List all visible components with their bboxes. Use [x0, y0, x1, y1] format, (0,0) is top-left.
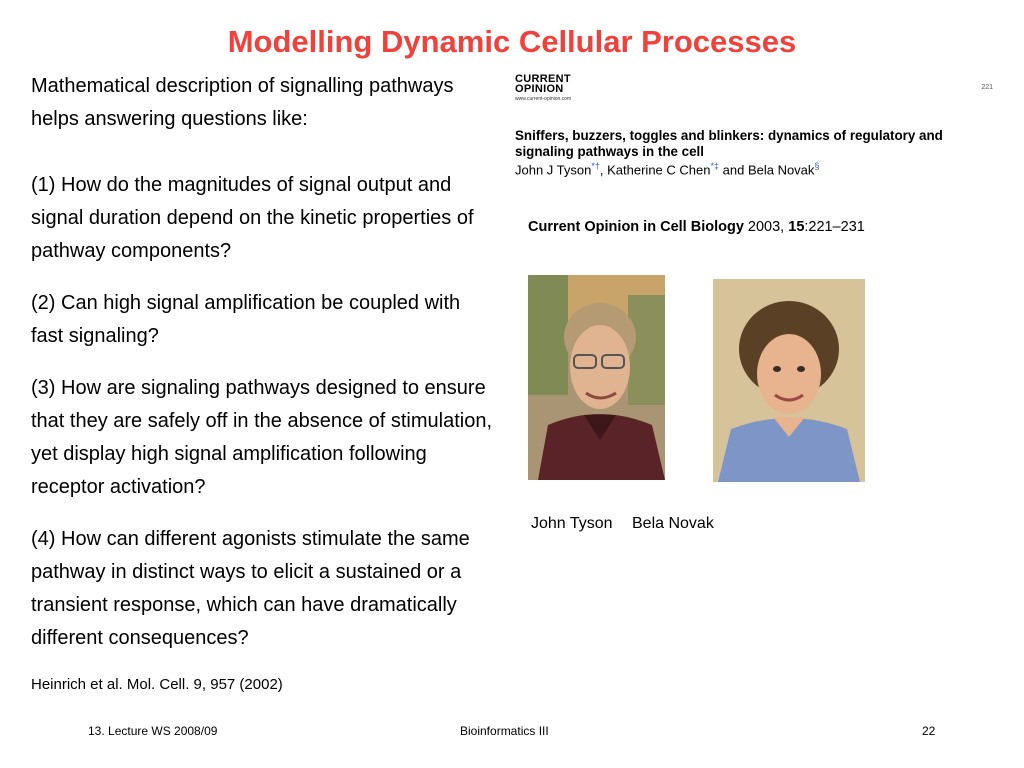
- body-text: [31, 70, 496, 674]
- question-1: (1) How do the magnitudes of signal output and signal duration depend on the kinetic properties of pathway components?: [31, 174, 474, 262]
- question-2: (2) Can high signal amplification be coupled with fast signaling?: [31, 292, 461, 347]
- caption-bela-novak: Bela Novak: [632, 515, 714, 532]
- journal-citation: Current Opinion in Cell Biology 2003, 15:221–231: [528, 219, 865, 235]
- paper-page-number: 221: [981, 84, 993, 91]
- question-4: (4) How can different agonists stimulate the same pathway in distinct ways to elicit a sustained or a transient response, which can have dramatically different consequences?: [31, 528, 470, 649]
- reference-citation: Heinrich et al. Mol. Cell. 9, 957 (2002): [31, 676, 283, 693]
- paper-authors: John J Tyson*†, Katherine C Chen*‡ and Bela Novak§: [515, 161, 820, 178]
- question-3: (3) How are signaling pathways designed to ensure that they are safely off in the absence of stimulation, yet display high signal amplification following receptor activation?: [31, 377, 493, 498]
- footer-page-number: 22: [922, 724, 936, 738]
- footer-lecture: 13. Lecture WS 2008/09: [88, 724, 218, 738]
- paper-title: Sniffers, buzzers, toggles and blinkers: dynamics of regulatory and signaling pathways in the cell: [515, 128, 943, 159]
- caption-john-tyson: John Tyson: [531, 515, 613, 532]
- bela-novak-photo: [713, 279, 865, 482]
- john-tyson-photo: [528, 275, 665, 480]
- paper-header-image: [513, 70, 993, 240]
- slide-title: Modelling Dynamic Cellular Processes: [227, 24, 797, 59]
- logo-url: www.current-opinion.com: [515, 96, 572, 102]
- footer-course: Bioinformatics III: [460, 724, 549, 738]
- intro-text: Mathematical description of signalling pathways helps answering questions like:: [31, 75, 454, 130]
- current-opinion-logo: CURRENT OPINION: [515, 73, 571, 95]
